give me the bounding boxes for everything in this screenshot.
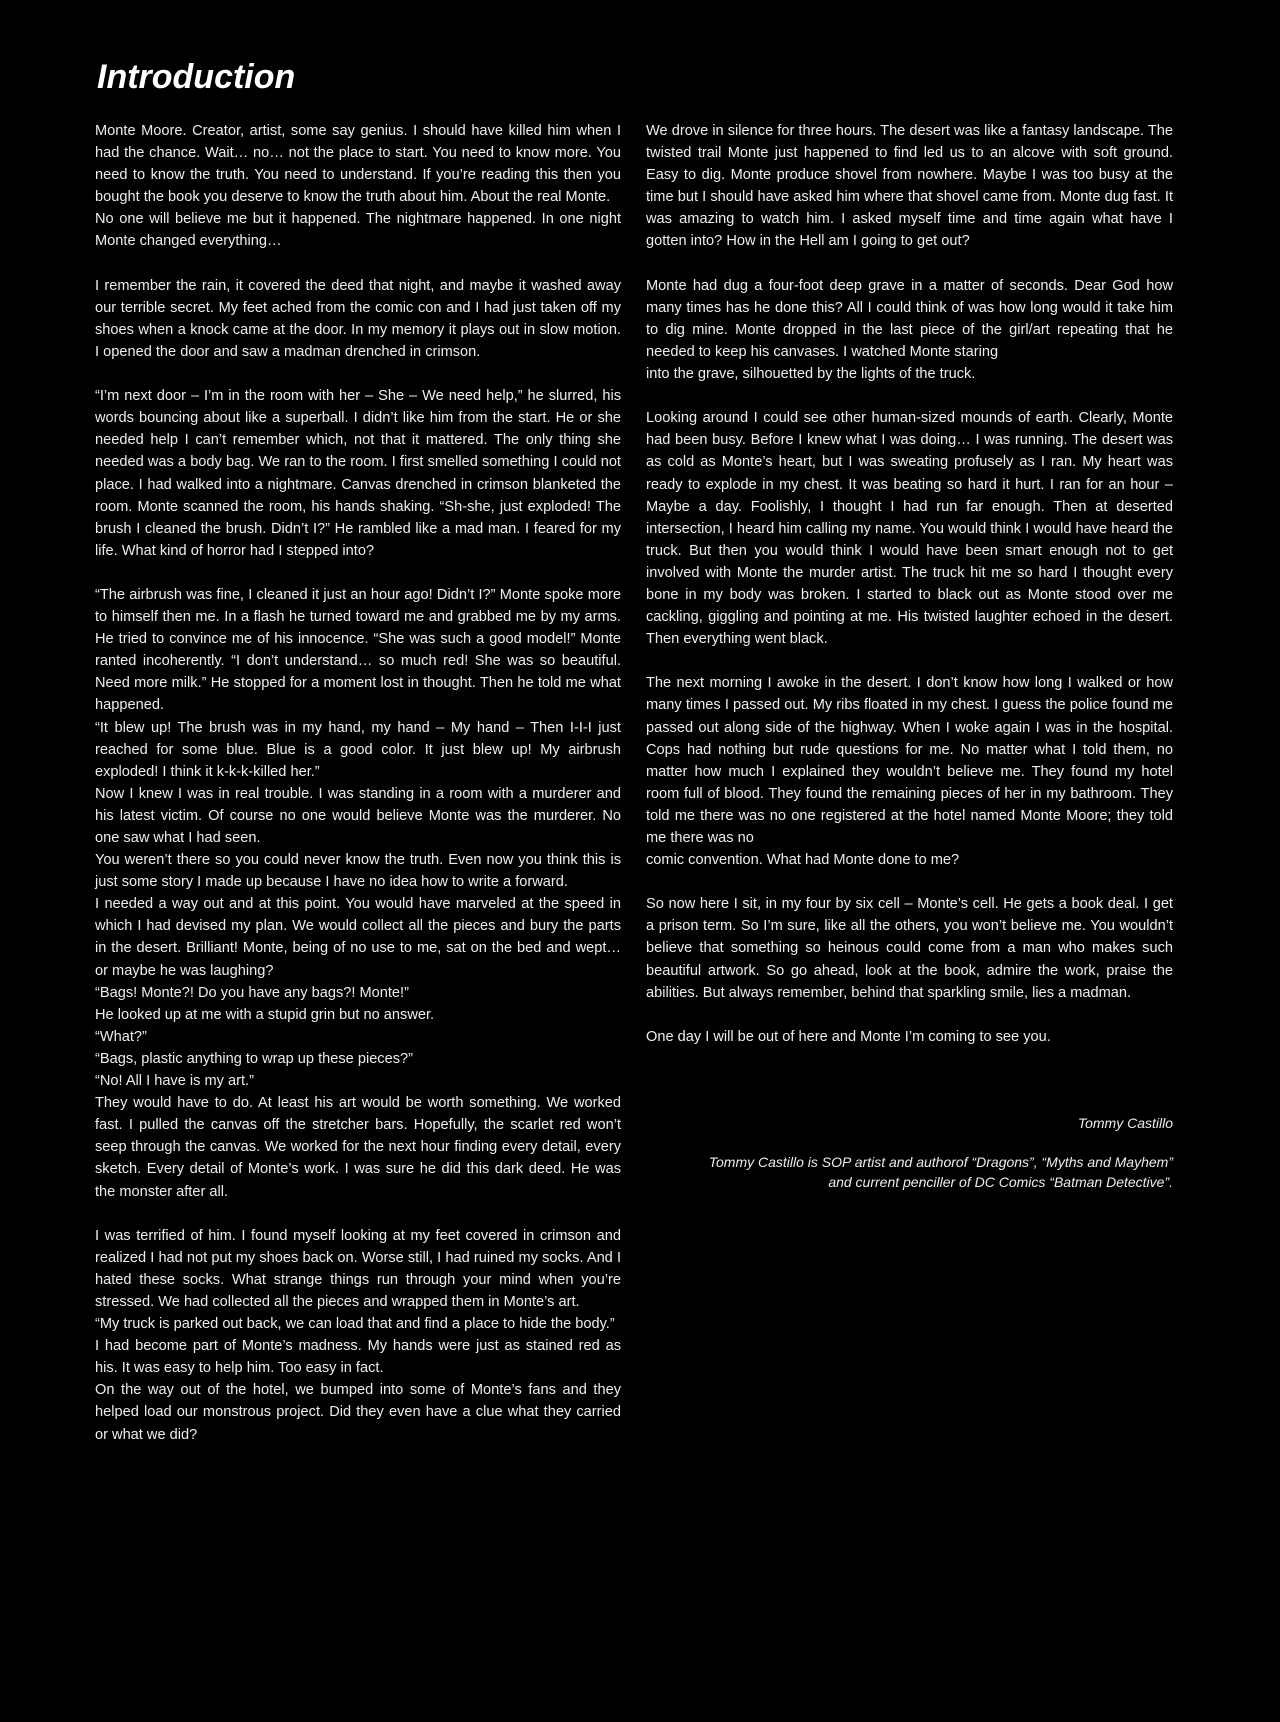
paragraph: I remember the rain, it covered the deed that night, and maybe it washed away our terrible secret. My feet ached from the comic con and I had just taken off my shoes when a knock came at the door. In my memory it plays out in slow motion. I opened the door and saw a madman drenched in crimson. xyxy=(95,277,621,360)
paragraph: Now I knew I was in real trouble. I was standing in a room with a murderer and his latest victim. Of course no one would believe Monte was the murderer. No one saw what I had seen. xyxy=(95,785,621,846)
author-bio-line: Tommy Castillo is SOP artist and authorof “Dragons”, “Myths and Mayhem” xyxy=(708,1154,1173,1170)
paragraph: One day I will be out of here and Monte I’m coming to see you. xyxy=(646,1028,1051,1045)
page-title: Introduction xyxy=(97,58,296,96)
paragraph: Monte had dug a four-foot deep grave in a matter of seconds. Dear God how many times has he done this? All I could think of was how long would it take him to dig mine. Monte dropped in the last piece of the girl/art repeating that he needed to keep his canvases. I watched Monte staring xyxy=(646,277,1173,360)
author-bio-line: and current penciller of DC Comics “Batman Detective”. xyxy=(828,1174,1173,1190)
paragraph: “What?” xyxy=(95,1028,147,1045)
paragraph: I needed a way out and at this point. You would have marveled at the speed in which I had devised my plan. We would collect all the pieces and bury the parts in the desert. Brilliant! Monte, being of no use to me, sat on the bed and wept… or maybe he was laughing? xyxy=(95,896,621,979)
paragraph: “My truck is parked out back, we can load that and find a place to hide the body.” xyxy=(95,1316,615,1333)
paragraph: No one will believe me but it happened. The nightmare happened. In one night Monte changed everything… xyxy=(95,211,621,250)
author-bio xyxy=(646,1152,1173,1192)
paragraph: Monte Moore. Creator, artist, some say genius. I should have killed him when I had the chance. Wait… no… not the place to start. You need to know more. You need to know the truth. You need to understand. If you’re reading this then you bought the book you deserve to know the truth about him. About the real Monte. xyxy=(95,123,621,206)
paragraph: On the way out of the hotel, we bumped into some of Monte’s fans and they helped load our monstrous project. Did they even have a clue what they carried or what we did? xyxy=(95,1382,621,1443)
right-column xyxy=(646,120,1173,1048)
paragraph: “I’m next door – I’m in the room with her – She – We need help,” he slurred, his words bouncing about like a superball. I didn’t like him from the start. He or she needed help I can’t remember which, not that it mattered. The only thing she needed was a body bag. We ran to the room. I first smelled something I could not place. I had walked into a nightmare. Canvas drenched in crimson blanketed the room. Monte scanned the room, his hands shaking. “Sh-she, just exploded! The brush I cleaned the brush. Didn’t I?” He rambled like a mad man. I feared for my life. What kind of horror had I stepped into? xyxy=(95,388,621,559)
paragraph: into the grave, silhouetted by the lights of the truck. xyxy=(646,366,976,383)
paragraph: I was terrified of him. I found myself looking at my feet covered in crimson and realized I had not put my shoes back on. Worse still, I had ruined my socks. And I hated these socks. What strange things run through your mind when you’re stressed. We had collected all the pieces and wrapped them in Monte’s art. xyxy=(95,1227,621,1310)
paragraph: He looked up at me with a stupid grin but no answer. xyxy=(95,1006,435,1023)
paragraph: So now here I sit, in my four by six cell – Monte’s cell. He gets a book deal. I get a prison term. So I’m sure, like all the others, you won’t believe me. You wouldn’t believe that something so heinous could come from a man who makes such beautiful artwork. So go ahead, look at the book, admire the work, praise the abilities. But always remember, behind that sparkling smile, lies a madman. xyxy=(646,896,1173,1001)
paragraph: You weren’t there so you could never know the truth. Even now you think this is just some story I made up because I have no idea how to write a forward. xyxy=(95,852,621,891)
paragraph: “It blew up! The brush was in my hand, my hand – My hand – Then I-I-I just reached for some blue. Blue is a good color. It just blew up! My airbrush exploded! I think it k-k-k-killed her.” xyxy=(95,719,621,780)
paragraph: We drove in silence for three hours. The desert was like a fantasy landscape. The twisted trail Monte just happened to find led us to an alcove with soft ground. Easy to dig. Monte produce shovel from nowhere. Maybe I was too busy at the time but I should have asked him where that shovel came from. Monte dug fast. It was amazing to watch him. I asked myself time and time again what have I gotten into? How in the Hell am I going to get out? xyxy=(646,123,1173,250)
left-column xyxy=(95,120,621,1446)
paragraph: “Bags! Monte?! Do you have any bags?! Monte!” xyxy=(95,984,409,1001)
paragraph: “No! All I have is my art.” xyxy=(95,1073,254,1090)
author-signature: Tommy Castillo xyxy=(1077,1115,1173,1131)
paragraph: I had become part of Monte’s madness. My hands were just as stained red as his. It was easy to help him. Too easy in fact. xyxy=(95,1338,621,1377)
paragraph: “The airbrush was fine, I cleaned it just an hour ago! Didn’t I?” Monte spoke more to himself then me. In a flash he turned toward me and grabbed me by my arms. He tried to convince me of his innocence. “She was such a good model!” Monte ranted incoherently. “I don’t understand… so much red! She was so beautiful. Need more milk.” He stopped for a moment lost in thought. Then he told me what happened. xyxy=(95,586,621,714)
paragraph: The next morning I awoke in the desert. I don’t know how long I walked or how many times I passed out. My ribs floated in my chest. I guess the police found me passed out along side of the highway. When I woke again I was in the hospital. Cops had nothing but rude questions for me. No matter what I told them, no matter how much I explained they wouldn’t believe me. They found my hotel room full of blood. They found the remaining pieces of her in my bathroom. They told me there was no one registered at the hotel named Monte Moore; they told me there was no xyxy=(646,675,1173,846)
paragraph: “Bags, plastic anything to wrap up these pieces?” xyxy=(95,1050,413,1067)
paragraph: They would have to do. At least his art would be worth something. We worked fast. I pulled the canvas off the stretcher bars. Hopefully, the scarlet red won’t seep through the canvas. We worked for the next hour finding every detail, every sketch. Every detail of Monte’s work. I was sure he did this dark deed. He was the monster after all. xyxy=(95,1095,621,1200)
paragraph: Looking around I could see other human-sized mounds of earth. Clearly, Monte had been busy. Before I knew what I was doing… I was running. The desert was as cold as Monte’s heart, but I was sweating profusely as I ran. My heart was ready to explode in my chest. It was beating so hard it hurt. I ran for an hour – Maybe a day. Foolishly, I thought I had run far enough. Then at deserted intersection, I heard him calling my name. You would think I would have heard the truck. But then you would think I would have been smart enough not to get involved with Monte the murder artist. The truck hit me so hard I thought every bone in my body was broken. I started to black out as Monte stood over me cackling, giggling and pointing at me. His twisted laughter echoed in the desert. Then everything went black. xyxy=(646,410,1173,648)
paragraph: comic convention. What had Monte done to me? xyxy=(646,852,960,869)
